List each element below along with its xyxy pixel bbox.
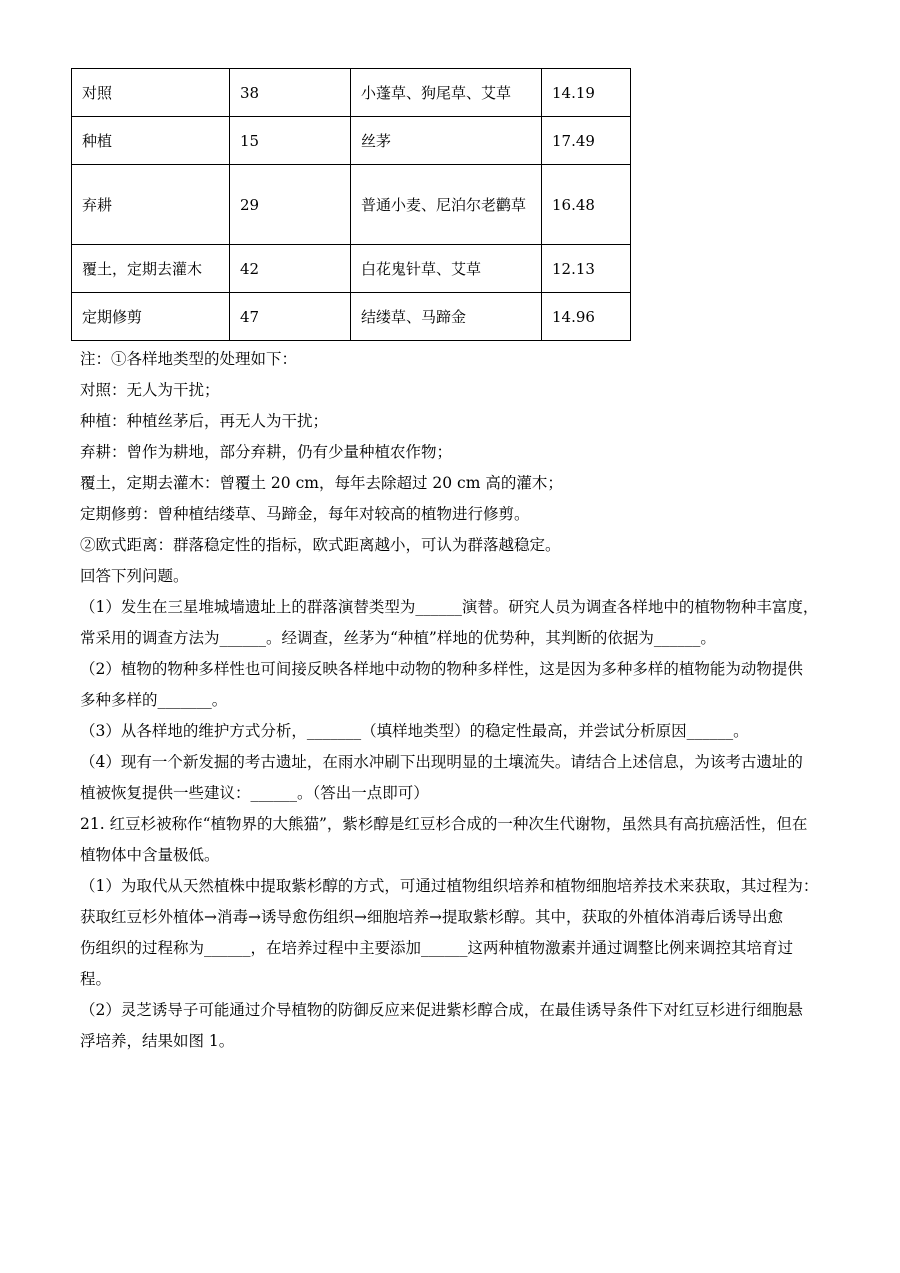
table-cell: 29 [230, 165, 351, 245]
table-row [72, 165, 631, 245]
table-cell: 白花鬼针草、艾草 [351, 245, 542, 293]
note-line: 对照：无人为干扰； [80, 381, 220, 399]
question-line: （1）发生在三星堆城墙遗址上的群落演替类型为______演替。研究人员为调查各样地中的植物物种丰富度， [80, 598, 819, 616]
table-cell: 定期修剪 [72, 293, 230, 341]
note-line: ②欧式距离：群落稳定性的指标，欧式距离越小，可认为群落越稳定。 [80, 536, 561, 554]
table-cell: 15 [230, 117, 351, 165]
table-cell: 丝茅 [351, 117, 542, 165]
question-line: 常采用的调查方法为______。经调查，丝茅为“种植”样地的优势种，其判断的依据为______。 [80, 629, 716, 647]
note-line: 覆土，定期去灌木：曾覆土 20 cm，每年去除超过 20 cm 高的灌木； [80, 474, 563, 492]
question-line: 21. 红豆杉被称作“植物界的大熊猫”，紫杉醇是红豆杉合成的一种次生代谢物，虽然具有高抗癌活性，但在 [80, 815, 808, 833]
table-cell: 38 [230, 69, 351, 117]
question-line: 浮培养，结果如图 1。 [80, 1032, 235, 1050]
question-line: 获取红豆杉外植体→消毒→诱导愈伤组织→细胞培养→提取紫杉醇。其中，获取的外植体消毒后诱导出愈 [80, 908, 783, 926]
question-line: （2）灵芝诱导子可能通过介导植物的防御反应来促进紫杉醇合成，在最佳诱导条件下对红豆杉进行细胞悬 [80, 1001, 803, 1019]
note-line: 定期修剪：曾种植结缕草、马蹄金，每年对较高的植物进行修剪。 [80, 505, 530, 523]
table-cell: 覆土，定期去灌木 [72, 245, 230, 293]
question-line: 植物体中含量极低。 [80, 846, 220, 864]
question-line: （3）从各样地的维护方式分析，_______（填样地类型）的稳定性最高，并尝试分析原因______。 [80, 722, 749, 740]
table-cell: 普通小麦、尼泊尔老鹳草 [351, 165, 542, 245]
table-cell: 种植 [72, 117, 230, 165]
data-table [71, 68, 631, 341]
table-row [72, 69, 631, 117]
table-cell: 12.13 [542, 245, 631, 293]
table-cell: 42 [230, 245, 351, 293]
body-text [80, 344, 825, 1057]
question-line: 植被恢复提供一些建议：______。（答出一点即可） [80, 784, 429, 802]
table-cell: 小蓬草、狗尾草、艾草 [351, 69, 542, 117]
question-line: （1）为取代从天然植株中提取紫杉醇的方式，可通过植物组织培养和植物细胞培养技术来获取，其过程为： [80, 877, 819, 895]
question-line: （4）现有一个新发掘的考古遗址，在雨水冲刷下出现明显的土壤流失。请结合上述信息，为该考古遗址的 [80, 753, 803, 771]
note-line: 弃耕：曾作为耕地，部分弃耕，仍有少量种植农作物； [80, 443, 453, 461]
table-row [72, 245, 631, 293]
note-line: 种植：种植丝茅后，再无人为干扰； [80, 412, 329, 430]
note-line: 注：①各样地类型的处理如下： [80, 350, 298, 368]
table-cell: 47 [230, 293, 351, 341]
table-cell: 14.96 [542, 293, 631, 341]
note-line: 回答下列问题。 [80, 567, 189, 585]
table-row [72, 293, 631, 341]
table-cell: 14.19 [542, 69, 631, 117]
table-cell: 结缕草、马蹄金 [351, 293, 542, 341]
question-line: （2）植物的物种多样性也可间接反映各样地中动物的物种多样性，这是因为多种多样的植物能为动物提供 [80, 660, 803, 678]
table-cell: 对照 [72, 69, 230, 117]
table-cell: 17.49 [542, 117, 631, 165]
question-line: 伤组织的过程称为______，在培养过程中主要添加______这两种植物激素并通过调整比例来调控其培育过 [80, 939, 794, 957]
question-line: 多种多样的_______。 [80, 691, 228, 709]
question-line: 程。 [80, 970, 112, 988]
table-row [72, 117, 631, 165]
table-cell: 16.48 [542, 165, 631, 245]
table-cell: 弃耕 [72, 165, 230, 245]
